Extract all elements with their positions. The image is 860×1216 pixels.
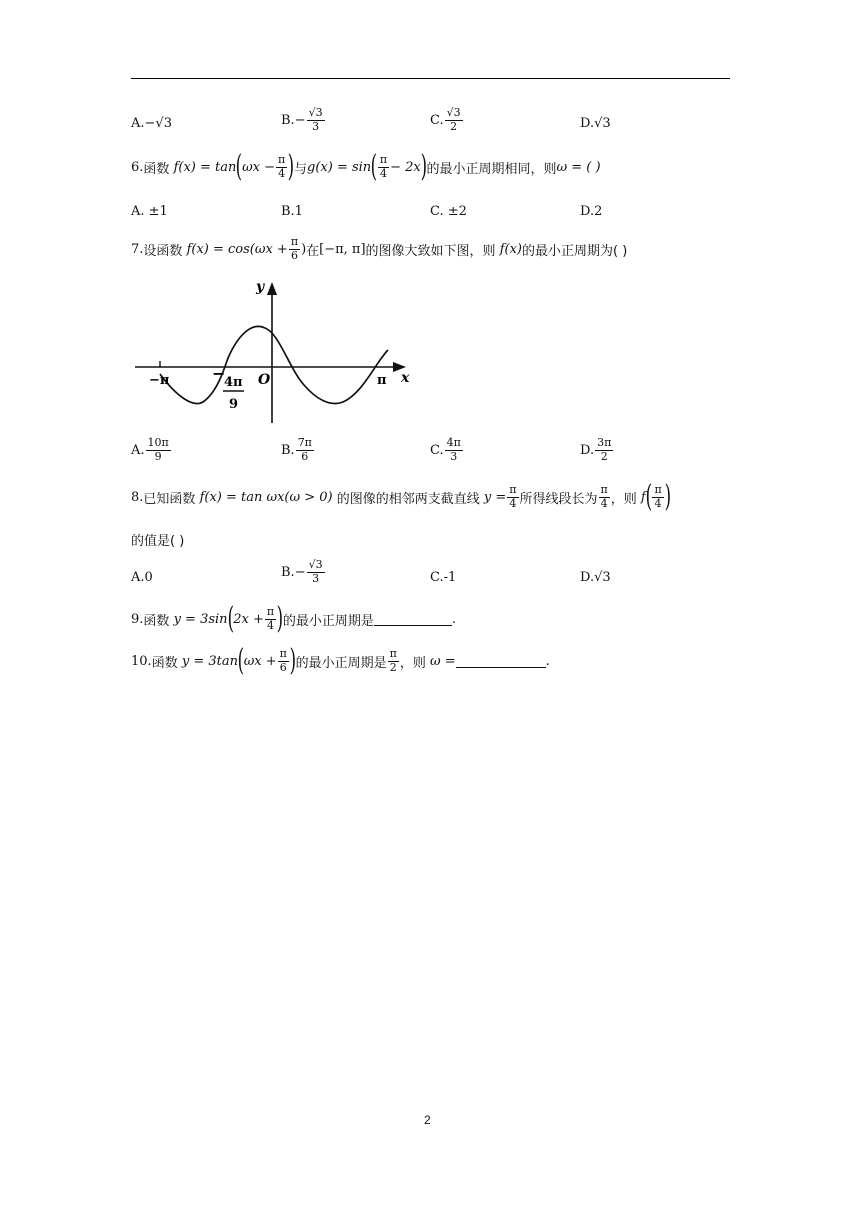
q8-option-b[interactable]: B. − $\frac{√3}{3}$ bbox=[281, 558, 323, 585]
header-rule bbox=[131, 78, 730, 79]
tick-minus: − bbox=[212, 364, 226, 383]
q7-option-d[interactable]: D. $\frac{3\pi}{2}$ bbox=[580, 436, 612, 463]
pi-label: π bbox=[377, 373, 387, 388]
q6-option-d[interactable]: D.2 bbox=[580, 204, 603, 219]
q8-option-a[interactable]: A.0 bbox=[131, 570, 153, 585]
q10-question: 10. 函数 y = 3tan ( ωx + $\frac{\pi}{6}$ ) 的最小正周期是 $\frac{\pi}{2}$ ，则 ω = . bbox=[131, 643, 550, 678]
q5-option-a[interactable]: A. −√3 bbox=[131, 116, 172, 131]
q9-answer-blank[interactable] bbox=[374, 613, 452, 626]
q7-option-c[interactable]: C. $\frac{4\pi}{3}$ bbox=[430, 436, 461, 463]
q5-option-b[interactable]: B. − $\frac{√3}{3}$ bbox=[281, 106, 323, 133]
page-number: 2 bbox=[424, 1113, 431, 1127]
q7-graph bbox=[131, 278, 421, 428]
q5-option-c[interactable]: C. $\frac{√3}{2}$ bbox=[430, 106, 461, 133]
y-axis-arrow-icon bbox=[267, 282, 277, 295]
q5-option-d[interactable]: D. √3 bbox=[580, 116, 611, 131]
q7-option-b[interactable]: B. $\frac{7\pi}{6}$ bbox=[281, 436, 312, 463]
q8-question: 8. 已知函数 f(x) = tan ωx(ω > 0) 的图像的相邻两支截直线 y = $\frac{\pi}{4}$ 所得线段长为 $\frac{\pi}{4}$ ，则 f ( $\frac{\pi}{4}$ ) bbox=[131, 479, 671, 514]
q8-option-c[interactable]: C.-1 bbox=[430, 570, 457, 585]
q6-option-a[interactable]: A. ±1 bbox=[131, 204, 168, 219]
q8-option-d[interactable]: D. √3 bbox=[580, 570, 611, 585]
x-axis-label: x bbox=[401, 370, 410, 386]
q6-option-b[interactable]: B.1 bbox=[281, 204, 303, 219]
q6-option-c[interactable]: C. ±2 bbox=[430, 204, 467, 219]
q7-option-a[interactable]: A. $\frac{10\pi}{9}$ bbox=[131, 436, 169, 463]
tick-denominator: 9 bbox=[229, 397, 239, 412]
cosine-curve bbox=[160, 326, 388, 403]
y-axis-label: y bbox=[256, 279, 265, 295]
q8-question-line2: 的值是( ) bbox=[131, 534, 185, 549]
q9-question: 9. 函数 y = 3sin ( 2x + $\frac{\pi}{4}$ ) 的最小正周期是 . bbox=[131, 601, 457, 636]
neg-pi-label: −π bbox=[149, 373, 170, 388]
origin-label: O bbox=[258, 372, 271, 388]
tick-numerator: 4π bbox=[224, 375, 243, 390]
q10-answer-blank[interactable] bbox=[456, 655, 546, 668]
q7-question: 7. 设函数 f(x) = cos(ωx + $\frac{\pi}{6}$ ) 在 [−π, π] 的图像大致如下图，则 f(x) 的最小正周期为( ) bbox=[131, 235, 628, 262]
q6-question: 6. 函数 f(x) = tan ( ωx − $\frac{\pi}{4}$ ) 与 g(x) = sin ( $\frac{\pi}{4}$ − 2x ) 的最小正周期相同，则 ω = ( ) bbox=[131, 149, 601, 184]
